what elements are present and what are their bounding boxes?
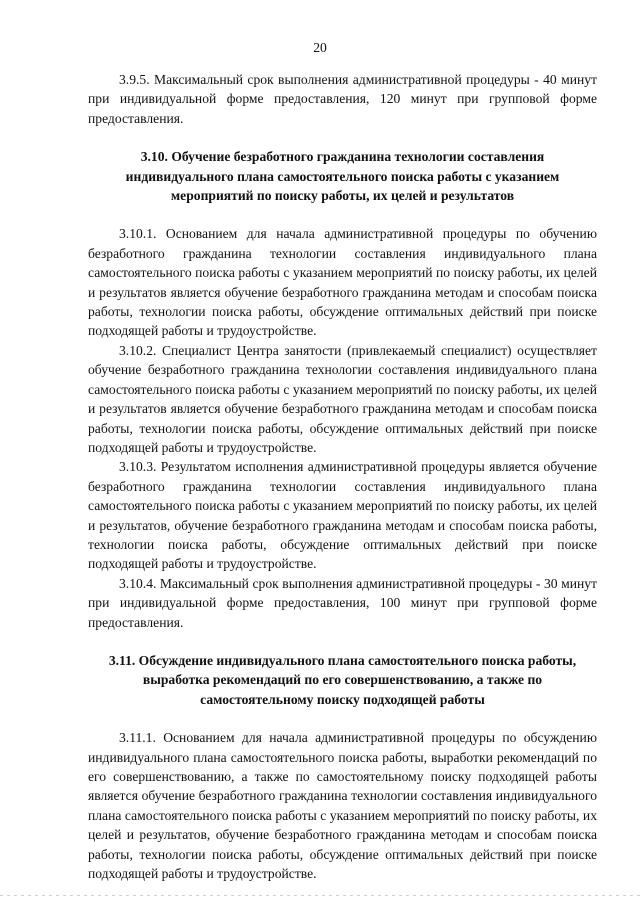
paragraph-3-10-3: 3.10.3. Результатом исполнения административной процедуры является обучение безработного гражданина технологии составления индивидуального плана самостоятельного поиска работы с указанием мероприятий по поиску работы, их целей и результатов, обучение безработного гражданина методам и способам поиска работы, технологии поиска работы, обсуждение оптимальных действий при поиске подходящей работы и трудоустройстве.	[88, 459, 597, 572]
paragraph-3-10-4: 3.10.4. Максимальный срок выполнения административной процедуры - 30 минут при индивидуальной форме предоставления, 100 минут при групповой форме предоставления.	[88, 575, 597, 630]
section-heading-3-11: 3.11. Обсуждение индивидуального плана самостоятельного поиска работы, выработка рекомендаций по его совершенствованию, а также по самостоятельному поиску подходящей работы	[108, 652, 577, 707]
scan-edge-artifact	[0, 895, 640, 896]
paragraph-3-9-5: 3.9.5. Максимальный срок выполнения административной процедуры - 40 минут при индивидуальной форме предоставления, 120 минут при групповой форме предоставления.	[88, 72, 597, 126]
page-number: 20	[313, 40, 327, 55]
document-body	[88, 70, 597, 883]
paragraph-3-10-1: 3.10.1. Основанием для начала административной процедуры по обучению безработного гражданина технологии составления индивидуального плана самостоятельного поиска работы с указанием мероприятий по поиску работы, их целей и результатов является обучение безработного гражданина методам и способам поиска работы, технологии поиска работы, обсуждение оптимальных действий при поиске подходящей работы и трудоустройстве.	[88, 226, 597, 339]
paragraph-3-10-2: 3.10.2. Специалист Центра занятости (привлекаемый специалист) осуществляет обучение безработного гражданина технологии составления индивидуального плана самостоятельного поиска работы с указанием мероприятий по поиску работы, их целей и результатов является обучение безработного гражданина методам и способам поиска работы, технологии поиска работы, обсуждение оптимальных действий при поиске подходящей работы и трудоустройстве.	[88, 342, 597, 455]
paragraph-3-11-1: 3.11.1. Основанием для начала административной процедуры по обсуждению индивидуального плана самостоятельного поиска работы, выработки рекомендаций по его совершенствованию, а также по самостоятельному поиску подходящей работы является обучение безработного гражданина технологии составления индивидуального плана самостоятельного поиска работы с указанием мероприятий по поиску работы, их целей и результатов, обучение безработного гражданина методам и способам поиска работы, технологии поиска работы, обсуждение оптимальных действий при поиске подходящей работы и трудоустройстве.	[88, 730, 597, 882]
section-heading-3-10: 3.10. Обучение безработного гражданина технологии составления индивидуального плана самостоятельного поиска работы с указанием мероприятий по поиску работы, их целей и результатов	[125, 149, 560, 204]
